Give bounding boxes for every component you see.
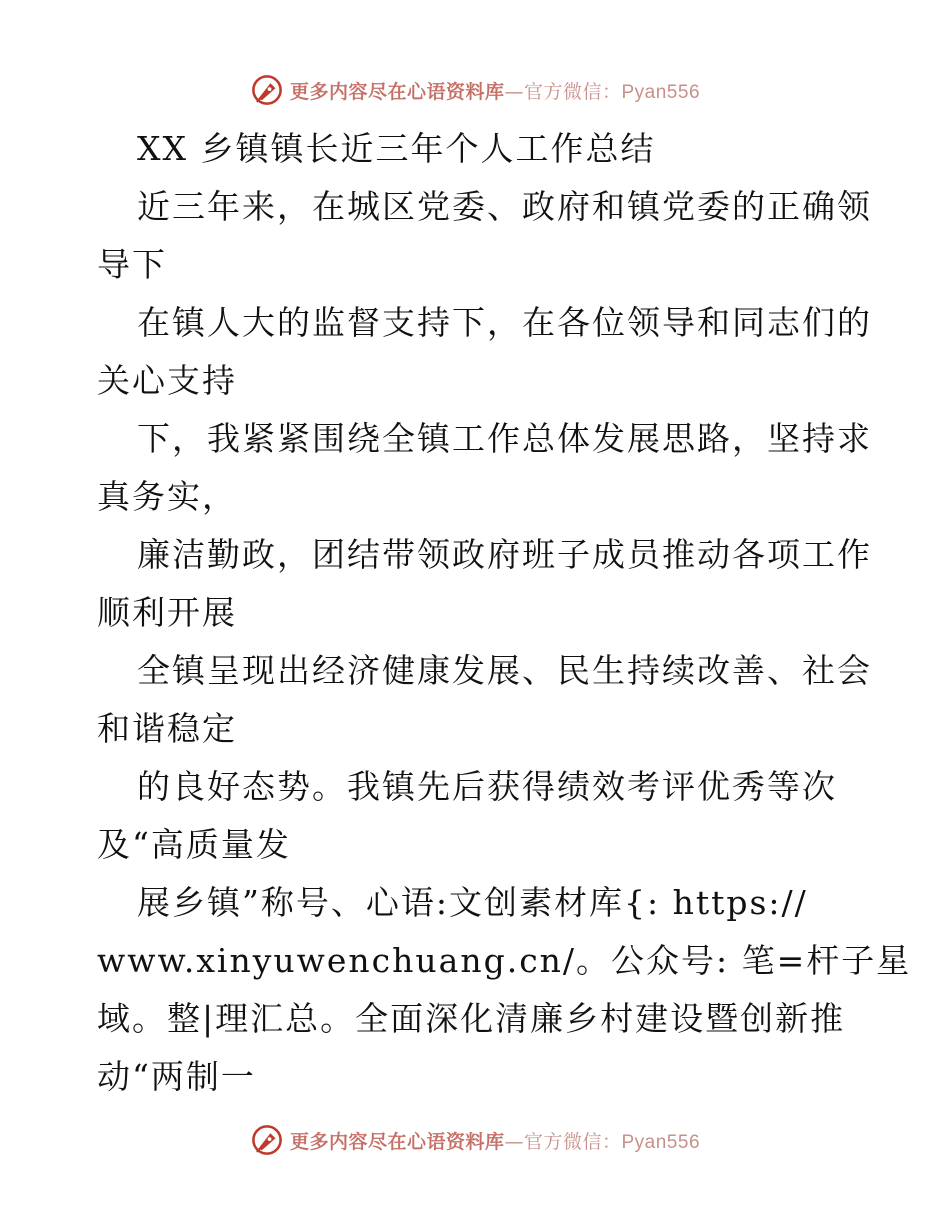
footer-banner-text bbox=[290, 1127, 700, 1154]
pen-nib-logo-icon bbox=[250, 73, 284, 107]
paragraph-line: 关心支持 bbox=[97, 361, 237, 400]
pen-nib-logo-icon bbox=[250, 1123, 284, 1157]
paragraph-line: www.xinyuwenchuang.cn/。公众号: 笔=杆子星 bbox=[97, 941, 912, 980]
header-banner-official: 官方微信： bbox=[523, 80, 622, 103]
header-watermark-banner bbox=[0, 70, 950, 110]
footer-banner-id: Pyan556 bbox=[621, 1131, 701, 1153]
paragraph-line: 和谐稳定 bbox=[97, 709, 237, 748]
paragraph-line: 展乡镇”称号、心语:文创素材库{: https:// bbox=[137, 883, 808, 922]
paragraph-line: 全镇呈现出经济健康发展、民生持续改善、社会 bbox=[137, 651, 872, 690]
header-banner-text bbox=[290, 77, 700, 104]
paragraph-line: 顺利开展 bbox=[97, 593, 237, 632]
document-title: XX 乡镇镇长近三年个人工作总结 bbox=[137, 129, 656, 168]
footer-banner-main: 更多内容尽在心语资料库 bbox=[289, 1130, 505, 1153]
paragraph-line: 动“两制一 bbox=[97, 1057, 256, 1096]
footer-banner-dash: — bbox=[504, 1130, 524, 1153]
header-banner-id: Pyan556 bbox=[621, 81, 701, 103]
footer-banner-official: 官方微信： bbox=[523, 1130, 622, 1153]
paragraph-line: 域。整|理汇总。全面深化清廉乡村建设暨创新推 bbox=[97, 999, 846, 1038]
header-banner-dash: — bbox=[504, 80, 524, 103]
paragraph-line: 的良好态势。我镇先后获得绩效考评优秀等次 bbox=[137, 767, 837, 806]
header-banner-main: 更多内容尽在心语资料库 bbox=[289, 80, 505, 103]
paragraph-line: 下，我紧紧围绕全镇工作总体发展思路，坚持求 bbox=[137, 419, 872, 458]
paragraph-line: 真务实， bbox=[97, 477, 237, 516]
paragraph-line: 导下 bbox=[97, 245, 167, 284]
footer-watermark-banner bbox=[0, 1120, 950, 1160]
paragraph-line: 近三年来，在城区党委、政府和镇党委的正确领 bbox=[137, 187, 872, 226]
document-body bbox=[97, 120, 912, 1106]
paragraph-line: 廉洁勤政，团结带领政府班子成员推动各项工作 bbox=[137, 535, 872, 574]
paragraph-line: 在镇人大的监督支持下，在各位领导和同志们的 bbox=[137, 303, 872, 342]
paragraph-line: 及“高质量发 bbox=[97, 825, 291, 864]
